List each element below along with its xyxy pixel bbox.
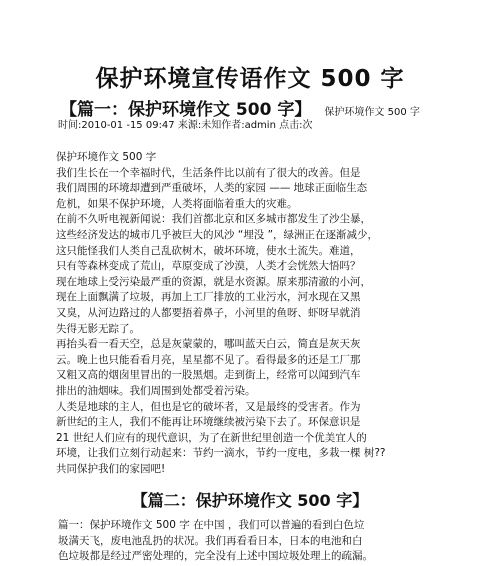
section-1-heading-tail: 保护环境作文 500 字: [324, 107, 420, 118]
paragraph-line: 环境，让我们立刻行动起来：节约一滴水，节约一度电，多栽一棵 树??: [56, 447, 386, 460]
paragraph-line: 失得无影无踪了。: [56, 322, 140, 335]
document-title: 保护环境宣传语作文 500 字: [95, 66, 405, 92]
paragraph-line: 现在上面飘满了垃圾，再加上工厂排放的工业污水，河水现在又黑: [56, 291, 361, 304]
paragraph-line: 这只能怪我们人类自己乱砍树木，破坏环境，使水土流失。难道，: [56, 244, 361, 257]
paragraph-line: 云。晚上也只能看看月亮，星星都不见了。看得最多的还是工厂那: [56, 353, 361, 366]
paragraph-line: 圾满天飞，废电池乱扔的状况。我们再看看日本，日本的电池和白: [58, 534, 363, 547]
paragraph-line: 色垃圾都是经过严密处理的，完全没有上述中国垃圾处理上的疏漏。: [58, 550, 373, 563]
paragraph-line: 这些经济发达的城市几乎被巨大的风沙 “埋没 ”，绿洲正在逐渐减少，: [56, 228, 379, 241]
paragraph-line: 新世纪的主人，我们不能再让环境继续被污染下去了。环保意识是: [56, 416, 361, 429]
paragraph-line: 又臭，从河边路过的人都要捂着鼻子，小河里的鱼呀、虾呀早就消: [56, 306, 361, 319]
paragraph-line: 危机，如果不保护环境，人类将面临着重大的灾难。: [56, 197, 298, 210]
section-2-heading: 【篇二：保护环境作文 500 字】: [131, 491, 369, 510]
paragraph-line: 只有等森林变成了荒山，草原变成了沙漠，人类才会恍然大悟吗？: [56, 260, 361, 273]
paragraph-line: 排出的油烟味。我们周围到处都受着污染。: [56, 384, 256, 397]
paragraph-line: 又粗又高的烟囱里冒出的一股黑烟。走到街上，经常可以闻到汽车: [56, 369, 361, 382]
paragraph-line: 我们周围的环境却遭到严重破坏，人类的家园 —— 地球正面临生态: [56, 182, 368, 195]
section-1-body: [56, 150, 446, 477]
paragraph-line: 保护环境作文 500 字: [56, 151, 157, 163]
paragraph-line: 共同保护我们的家园吧!: [56, 462, 166, 475]
section-1-heading: 【篇一：保护环境作文 500 字】: [60, 100, 312, 120]
paragraph-line: 现在地球上受污染最严重的资源，就是水资源。原来那清澈的小河，: [56, 275, 371, 288]
paragraph-line: 篇一：保护环境作文 500 字 在中国 ，我们可以普遍的看到白色垃: [58, 519, 365, 531]
paragraph-line: 再抬头看一看天空，总是灰蒙蒙的，哪叫蓝天白云，简直是灰天灰: [56, 338, 361, 351]
section-2-body: [58, 518, 448, 565]
section-1-heading-line: [60, 95, 420, 120]
paragraph-line: 21 世纪人们应有的现代意识，为了在新世纪里创造一个优美宜人的: [56, 431, 367, 444]
article-meta: 时间:2010-01 -15 09:47 来源:未知作者:admin 点击:次: [58, 120, 313, 131]
paragraph-line: 我们生长在一个幸福时代，生活条件比以前有了很大的改善。但是: [56, 166, 361, 179]
paragraph-line: 在前不久听电视新闻说：我们首都北京和区多城市都发生了沙尘暴，: [56, 213, 371, 226]
paragraph-line: 人类是地球的主人，但也是它的破坏者，又是最终的受害者。作为: [56, 400, 361, 413]
